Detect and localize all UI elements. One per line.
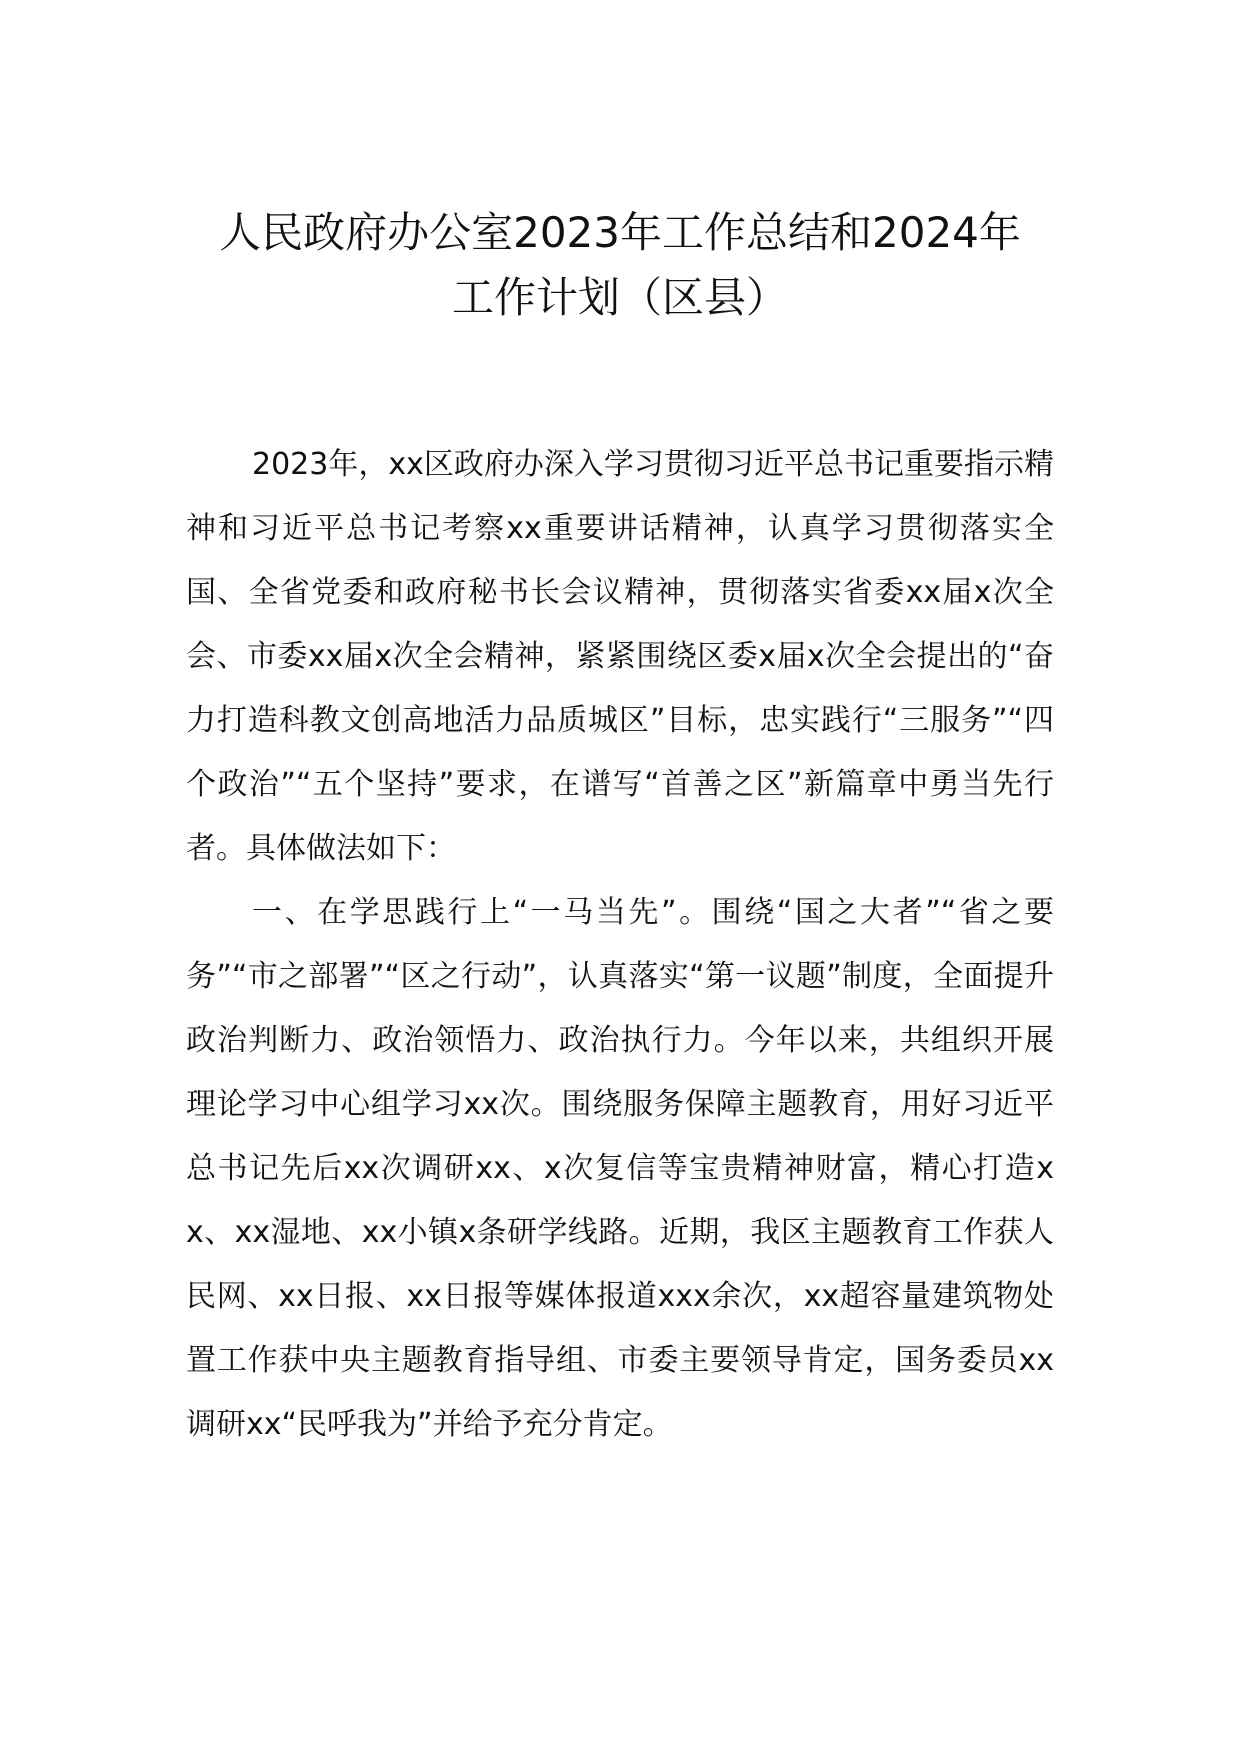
document-body	[186, 433, 1054, 1457]
title-line-2: 工作计划（区县）	[451, 273, 788, 322]
section-one-paragraph: 一、在学思践行上“一马当先”。围绕“国之大者”“省之要务”“市之部署”“区之行动”，认真落实“第一议题”制度，全面提升政治判断力、政治领悟力、政治执行力。今年以来，共组织开展理论学习中心组学习xx次。围绕服务保障主题教育，用好习近平总书记先后xx次调研xx、x次复信等宝贵精神财富，精心打造xx、xx湿地、xx小镇x条研学线路。近期，我区主题教育工作获人民网、xx日报、xx日报等媒体报道xxx余次，xx超容量建筑物处置工作获中央主题教育指导组、市委主要领导肯定，国务委员xx调研xx“民呼我为”并给予充分肯定。	[186, 895, 1054, 1442]
title-line-1: 人民政府办公室2023年工作总结和2024年	[219, 208, 1021, 257]
intro-paragraph: 2023年，xx区政府办深入学习贯彻习近平总书记重要指示精神和习近平总书记考察xx重要讲话精神，认真学习贯彻落实全国、全省党委和政府秘书长会议精神，贯彻落实省委xx届x次全会、市委xx届x次全会精神，紧紧围绕区委x届x次全会提出的“奋力打造科教文创高地活力品质城区”目标，忠实践行“三服务”“四个政治”“五个坚持”要求，在谱写“首善之区”新篇章中勇当先行者。具体做法如下：	[186, 447, 1054, 866]
document-title	[150, 200, 1090, 330]
